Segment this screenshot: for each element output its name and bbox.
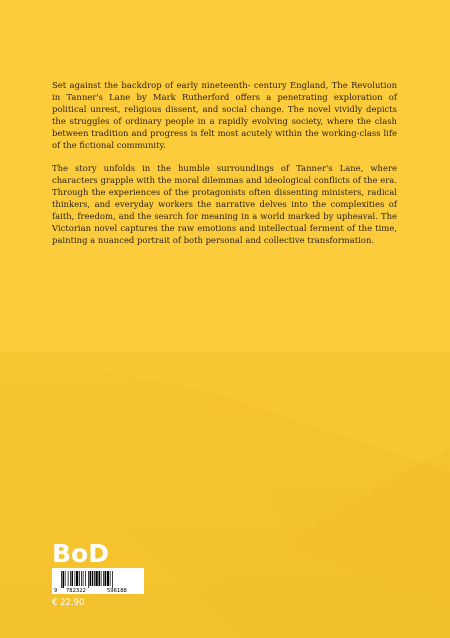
barcode-bar: [61, 571, 62, 588]
barcode-bar: [63, 571, 65, 588]
barcode-bar: [92, 571, 94, 586]
barcode-bar: [94, 571, 95, 586]
blurb-paragraph-1: Set against the backdrop of early nineteenth- century England, The Revolution in Tanner's Lane by Mark Rutherford offers a penetrating exploration of political unrest, religious dissent, and social change. The novel vividly depicts the struggles of ordinary people in a rapidly evolving society, where the clash between tradition and progress is felt most acutely within the working-class life of the fictional community.: [52, 80, 397, 150]
barcode-bars: [61, 571, 113, 588]
barcode-bar: [103, 571, 104, 586]
barcode-left-digits: 782322: [66, 588, 86, 594]
barcode-bar: [88, 571, 89, 588]
barcode-bar: [68, 571, 69, 586]
barcode-bar: [112, 571, 113, 588]
barcode-bar: [101, 571, 102, 586]
barcode-bar: [75, 571, 76, 586]
barcode-bar: [85, 571, 86, 586]
barcode-bar: [90, 571, 92, 586]
isbn-barcode: [52, 568, 144, 594]
barcode-bar: [96, 571, 98, 586]
blurb-text: [52, 80, 397, 259]
barcode-bar: [81, 571, 82, 586]
publisher-logo: BoD: [52, 539, 109, 568]
barcode-right-digits: 596188: [107, 588, 127, 594]
barcode-bar: [76, 571, 78, 586]
barcode-bar: [79, 571, 80, 586]
barcode-bar: [107, 571, 109, 586]
barcode-bar: [65, 571, 66, 586]
barcode-lead-digit: 9: [54, 588, 58, 594]
barcode-bar: [105, 571, 107, 586]
barcode-bar: [99, 571, 101, 586]
lower-facet-shapes: [0, 352, 450, 638]
barcode-graphic: [52, 568, 144, 594]
barcode-bar: [110, 571, 111, 586]
barcode-bar: [83, 571, 84, 586]
price-label: € 22.90: [52, 598, 85, 608]
barcode-bar: [72, 571, 74, 586]
blurb-paragraph-2: The story unfolds in the humble surroundings of Tanner's Lane, where characters grapple with the moral dilemmas and ideological conflicts of the era. Through the experiences of the protagonists often dissenting ministers, radical thinkers, and everyday workers the narrative delves into the complexities of faith, freedom, and the search for meaning in a world marked by upheaval. The Victorian novel captures the raw emotions and intellectual ferment of the time, painting a nuanced portrait of both personal and collective transformation.: [52, 163, 397, 245]
barcode-bar: [70, 571, 71, 586]
